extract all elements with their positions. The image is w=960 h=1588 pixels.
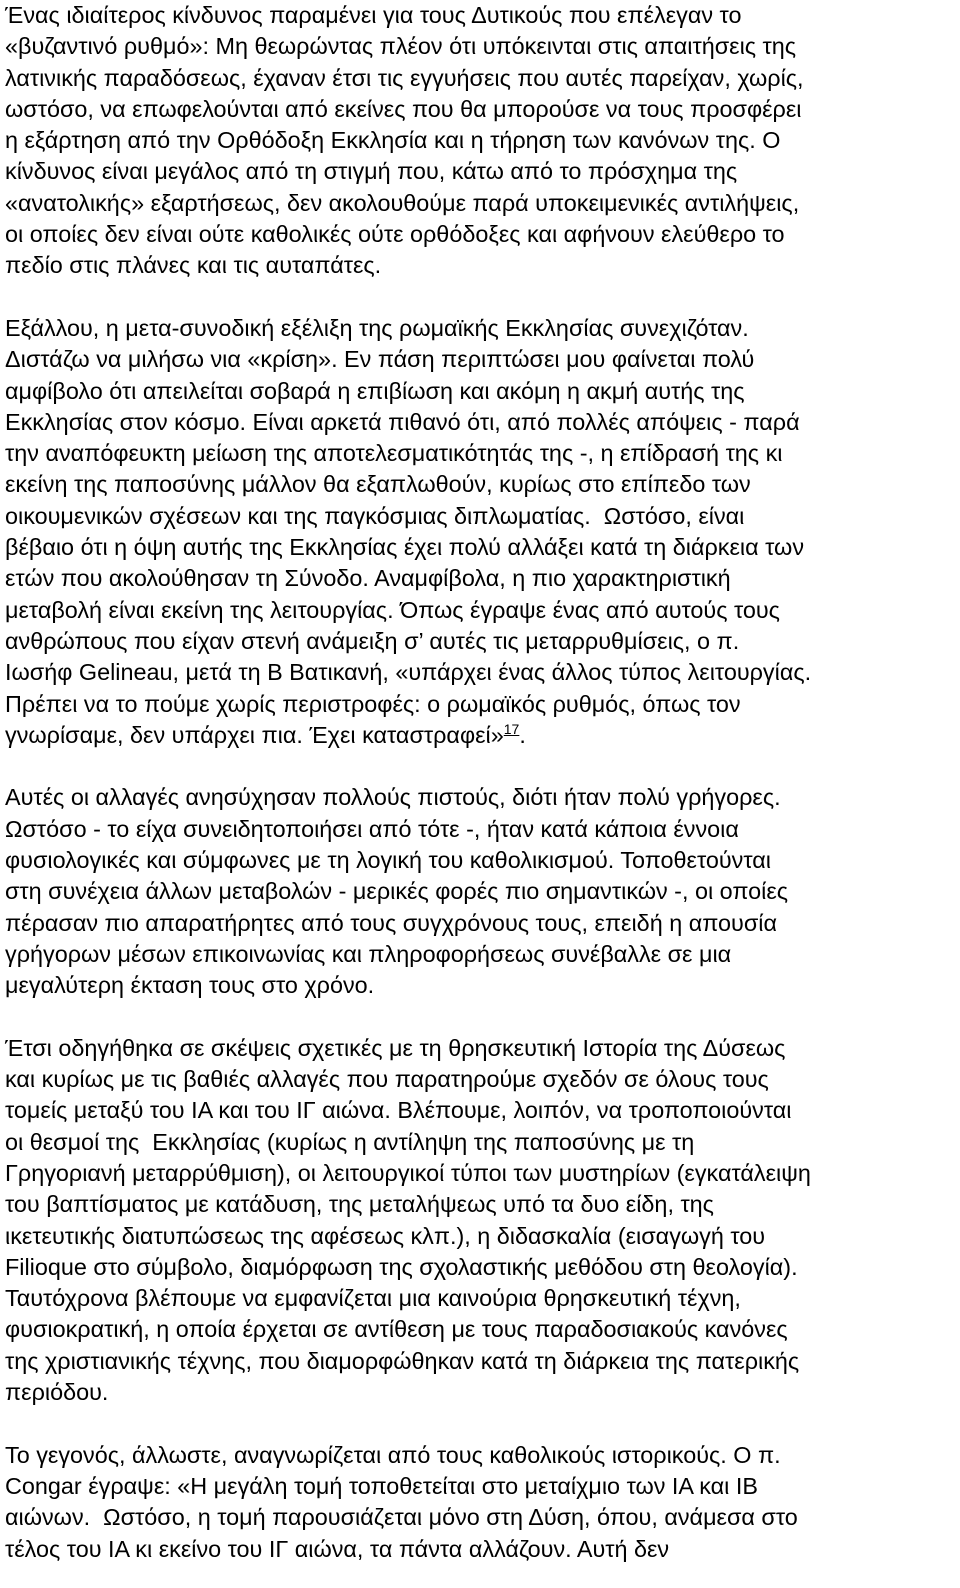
text-line: της χριστιανικής τέχνης, που διαμορφώθηκαν κατά τη διάρκεια της πατερικής bbox=[5, 1347, 800, 1374]
text-line: ωστόσο, να επωφελούνται από εκείνες που θα μπορούσε να τους προσφέρει bbox=[5, 95, 802, 122]
text-line: Ταυτόχρονα βλέπουμε να εμφανίζεται μια καινούρια θρησκευτική τέχνη, bbox=[5, 1285, 741, 1312]
paragraph-gap bbox=[5, 282, 960, 313]
text-line-end: . bbox=[519, 721, 526, 748]
document-page bbox=[5, 0, 960, 1565]
text-line: στη συνέχεια άλλων μεταβολών - μερικές φορές πιο σημαντικών -, οι οποίες bbox=[5, 878, 789, 905]
text-line: φυσιοκρατική, η οποία έρχεται σε αντίθεση με τους παραδοσιακούς κανόνες bbox=[5, 1316, 788, 1343]
text-line: Πρέπει να το πούμε χωρίς περιστροφές: ο ρωμαϊκός ρυθμός, όπως τον bbox=[5, 690, 741, 717]
text-line: Ένας ιδιαίτερος κίνδυνος παραμένει για τους Δυτικούς που επέλεγαν το bbox=[5, 2, 742, 28]
text-line: Το γεγονός, άλλωστε, αναγνωρίζεται από τους καθολικούς ιστορικούς. Ο π. bbox=[5, 1441, 781, 1468]
paragraph-gap bbox=[5, 751, 960, 782]
text-line: βέβαιο ότι η όψη αυτής της Εκκλησίας έχει πολύ αλλάξει κατά τη διάρκεια των bbox=[5, 534, 805, 561]
text-line: Filioque στο σύμβολο, διαμόρφωση της σχολαστικής μεθόδου στη θεολογία). bbox=[5, 1253, 798, 1280]
text-line-content: γνωρίσαμε, δεν υπάρχει πια. Έχει καταστραφεί» bbox=[5, 721, 504, 748]
paragraph-gap bbox=[5, 1408, 960, 1439]
text-line: ικετευτικής διατυπώσεως της αφέσεως κλπ.), η διδασκαλία (εισαγωγή του bbox=[5, 1222, 766, 1249]
text-line: «βυζαντινό ρυθμό»: Μη θεωρώντας πλέον ότι υπόκεινται στις απαιτήσεις της bbox=[5, 33, 797, 60]
text-line: περιόδου. bbox=[5, 1379, 109, 1406]
text-line: ανθρώπους που είχαν στενή ανάμειξη σ’ αυτές τις μεταρρυθμίσεις, ο π. bbox=[5, 627, 740, 654]
footnote-link[interactable]: 17 bbox=[503, 721, 520, 738]
text-line: οικουμενικών σχέσεων και της παγκόσμιας διπλωματίας. Ωστόσο, είναι bbox=[5, 502, 745, 529]
paragraph-3 bbox=[5, 782, 960, 1001]
text-line: ετών που ακολούθησαν τη Σύνοδο. Αναμφίβολα, η πιο χαρακτηριστική bbox=[5, 565, 731, 592]
text-line: πέρασαν πιο απαρατήρητες από τους συγχρόνους τους, επειδή η απουσία bbox=[5, 909, 777, 936]
text-line: πεδίο στις πλάνες και τις αυταπάτες. bbox=[5, 252, 382, 279]
text-line: Αυτές οι αλλαγές ανησύχησαν πολλούς πιστούς, διότι ήταν πολύ γρήγορες. bbox=[5, 784, 781, 811]
paragraph-2 bbox=[5, 313, 960, 751]
text-line: Ωστόσο - το είχα συνειδητοποιήσει από τότε -, ήταν κατά κάποια έννοια bbox=[5, 815, 739, 842]
text-line: αμφίβολο ότι απειλείται σοβαρά η επιβίωση και ακόμη η ακμή αυτής της bbox=[5, 377, 745, 404]
text-line: Διστάζω να μιλήσω νια «κρίση». Εν πάση περιπτώσει μου φαίνεται πολύ bbox=[5, 346, 755, 373]
text-line: τομείς μεταξύ του ΙΑ και του ΙΓ αιώνα. Βλέπουμε, λοιπόν, να τροποποιούνται bbox=[5, 1097, 792, 1124]
text-line: αιώνων. Ωστόσο, η τομή παρουσιάζεται μόνο στη Δύση, όπου, ανάμεσα στο bbox=[5, 1504, 798, 1531]
text-line: «ανατολικής» εξαρτήσεως, δεν ακολουθούμε παρά υποκειμενικές αντιλήψεις, bbox=[5, 189, 800, 216]
text-line: η εξάρτηση από την Ορθόδοξη Εκκλησία και η τήρηση των κανόνων της. Ο bbox=[5, 127, 781, 154]
text-line: κίνδυνος είναι μεγάλος από τη στιγμή που, κάτω από το πρόσχημα της bbox=[5, 158, 738, 185]
paragraph-gap bbox=[5, 1002, 960, 1033]
text-line: και κυρίως με τις βαθιές αλλαγές που παρατηρούμε σχεδόν σε όλους τους bbox=[5, 1066, 769, 1093]
text-line: οι θεσμοί της Εκκλησίας (κυρίως η αντίληψη της παποσύνης με τη bbox=[5, 1128, 695, 1155]
text-line: Congar έγραψε: «Η μεγάλη τομή τοποθετείται στο μεταίχμιο των ΙΑ και ΙΒ bbox=[5, 1472, 758, 1499]
text-line: μεταβολή είναι εκείνη της λειτουργίας. Όπως έγραψε ένας από αυτούς τους bbox=[5, 596, 780, 623]
paragraph-5 bbox=[5, 1440, 960, 1565]
paragraph-1 bbox=[5, 0, 960, 282]
text-line: Έτσι οδηγήθηκα σε σκέψεις σχετικές με τη θρησκευτική Ιστορία της Δύσεως bbox=[5, 1034, 786, 1061]
paragraph-4 bbox=[5, 1033, 960, 1409]
text-line: Εξάλλου, η μετα-συνοδική εξέλιξη της ρωμαϊκής Εκκλησίας συνεχιζόταν. bbox=[5, 314, 749, 341]
text-line: μεγαλύτερη έκταση τους στο χρόνο. bbox=[5, 972, 375, 999]
text-line: φυσιολογικές και σύμφωνες με τη λογική του καθολικισμού. Τοποθετούνται bbox=[5, 847, 772, 874]
text-line: λατινικής παραδόσεως, έχαναν έτσι τις εγγυήσεις που αυτές παρείχαν, χωρίς, bbox=[5, 64, 804, 91]
text-line: εκείνη της παποσύνης μάλλον θα εξαπλωθούν, κυρίως στο επίπεδο των bbox=[5, 471, 751, 498]
text-line: οι οποίες δεν είναι ούτε καθολικές ούτε ορθόδοξες και αφήνουν ελεύθερο το bbox=[5, 221, 785, 248]
text-line: γρήγορων μέσων επικοινωνίας και πληροφορήσεως συνέβαλλε σε μια bbox=[5, 940, 732, 967]
text-line: του βαπτίσματος με κατάδυση, της μεταλήψεως υπό τα δυο είδη, της bbox=[5, 1191, 714, 1218]
text-line bbox=[5, 720, 960, 751]
text-line: τέλος του ΙΑ κι εκείνο του ΙΓ αιώνα, τα πάντα αλλάζουν. Αυτή δεν bbox=[5, 1535, 670, 1562]
text-line: την αναπόφευκτη μείωση της αποτελεσματικότητάς της -, η επίδρασή της κι bbox=[5, 440, 783, 467]
text-line: Εκκλησίας στον κόσμο. Είναι αρκετά πιθανό ότι, από πολλές απόψεις - παρά bbox=[5, 408, 800, 435]
text-line: Ιωσήφ Gelineau, μετά τη Β Βατικανή, «υπάρχει ένας άλλος τύπος λειτουργίας. bbox=[5, 659, 812, 686]
text-line: Γρηγοριανή μεταρρύθμιση), οι λειτουργικοί τύποι των μυστηρίων (εγκατάλειψη bbox=[5, 1159, 811, 1186]
